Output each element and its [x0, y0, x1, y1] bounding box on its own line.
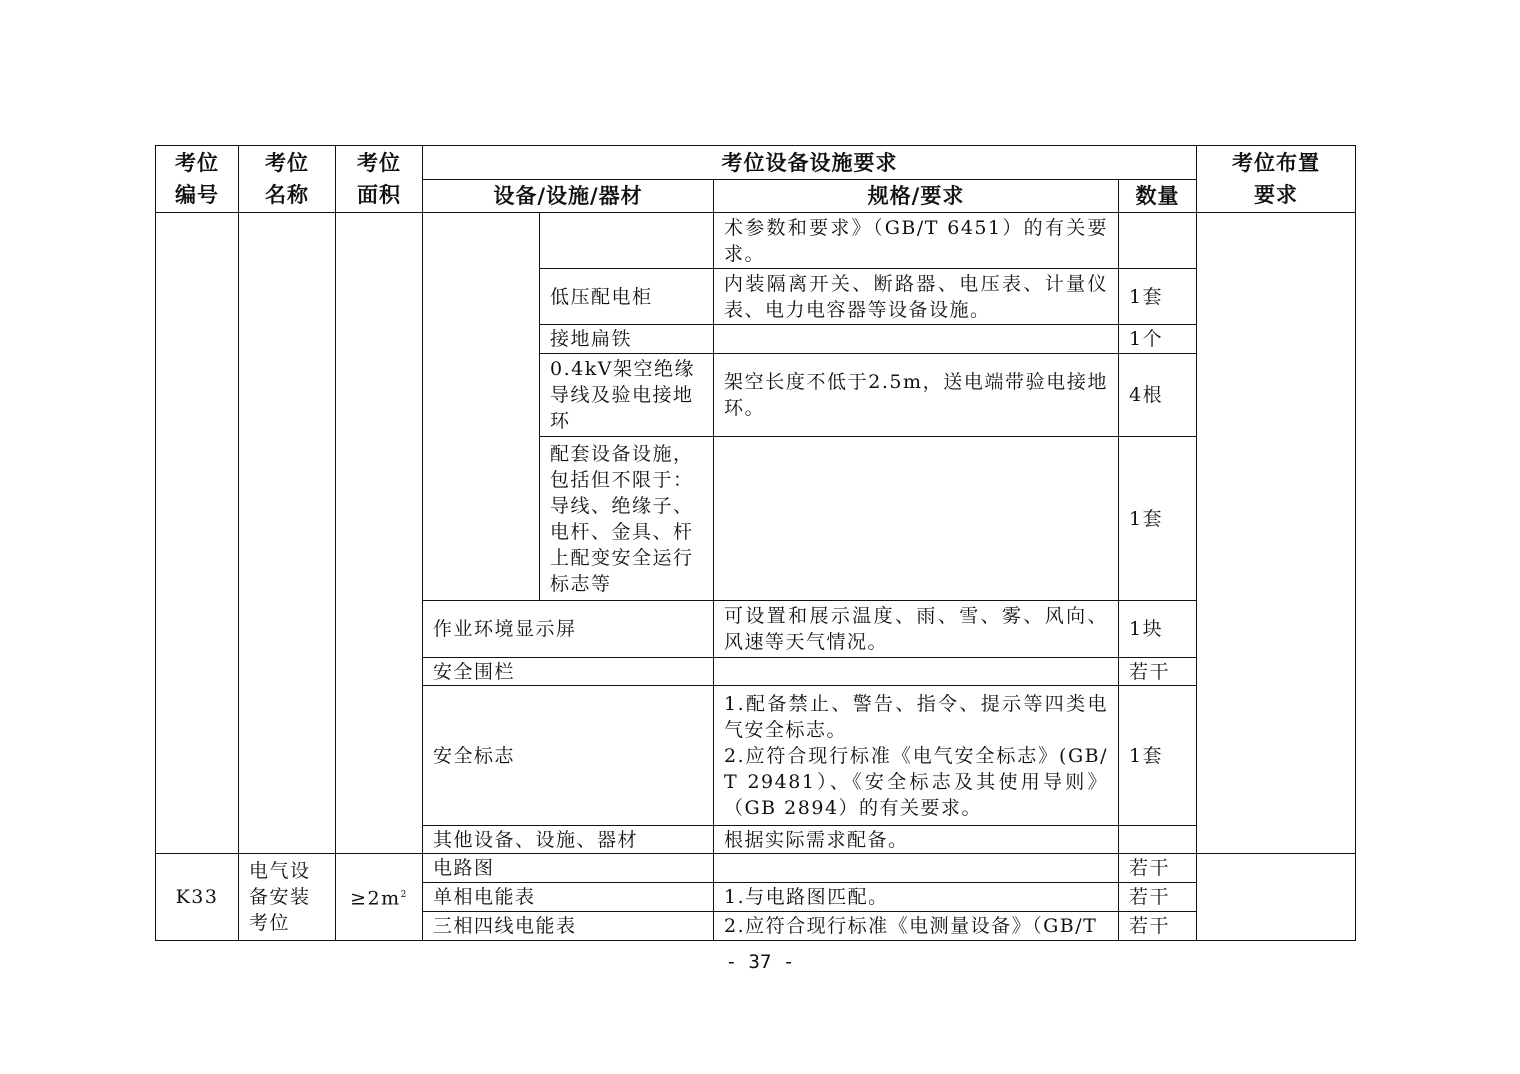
cell-spec: 架空长度不低于2.5m，送电端带验电接地环。 [714, 354, 1119, 437]
cell-spec: 术参数和要求》（GB/T 6451）的有关要求。 [714, 213, 1119, 269]
k33-id: K33 [156, 854, 239, 941]
k33-area [336, 854, 423, 941]
header-area [336, 146, 423, 213]
header-id-line2: 编号 [175, 183, 219, 207]
cell-item: 配套设备设施，包括但不限于：导线、绝缘子、电杆、金具、杆上配变安全运行标志等 [540, 437, 714, 601]
k33-qty: 若干 [1119, 912, 1197, 941]
header-layout [1197, 146, 1356, 213]
cell-group-empty [423, 213, 540, 601]
header-id-line1: 考位 [175, 151, 219, 175]
cell-item: 安全标志 [423, 686, 714, 826]
header-name-line1: 考位 [265, 151, 309, 175]
cell-item: 安全围栏 [423, 658, 714, 686]
k33-spec: 2.应符合现行标准《电测量设备》（GB/T [714, 912, 1119, 941]
cell-qty: 1块 [1119, 601, 1197, 658]
header-area-line2: 面积 [357, 183, 401, 207]
cell-spec: 内装隔离开关、断路器、电压表、计量仪表、电力电容器等设备设施。 [714, 269, 1119, 325]
k33-name: 电气设备安装考位 [239, 854, 336, 941]
spec-line-1: 1.配备禁止、警告、指令、提示等四类电气安全标志。 [724, 692, 1108, 741]
k33-spec: 1.与电路图匹配。 [714, 883, 1119, 912]
k33-item: 三相四线电能表 [423, 912, 714, 941]
page-number: - 37 - [725, 951, 795, 973]
header-layout-line1: 考位布置 [1232, 151, 1320, 175]
k33-area-value: ≥2m [350, 887, 401, 910]
header-name-line2: 名称 [265, 183, 309, 207]
cell-item: 接地扁铁 [540, 325, 714, 354]
cell-item: 0.4kV架空绝缘导线及验电接地环 [540, 354, 714, 437]
k33-area-sup: 2 [400, 890, 408, 901]
cell-layout-empty [1197, 213, 1356, 854]
cell-qty: 若干 [1119, 658, 1197, 686]
cell-item [540, 213, 714, 269]
header-group: 考位设备设施要求 [423, 146, 1197, 180]
cell-qty: 1套 [1119, 437, 1197, 601]
cell-id-empty [156, 213, 239, 854]
k33-qty: 若干 [1119, 854, 1197, 883]
cell-qty: 4根 [1119, 354, 1197, 437]
header-qty: 数量 [1119, 180, 1197, 213]
header-area-line1: 考位 [357, 151, 401, 175]
cell-qty: 1套 [1119, 269, 1197, 325]
cell-area-empty [336, 213, 423, 854]
cell-item: 其他设备、设施、器材 [423, 826, 714, 854]
k33-item: 电路图 [423, 854, 714, 883]
cell-name-empty [239, 213, 336, 854]
header-name [239, 146, 336, 213]
header-layout-line2: 要求 [1254, 183, 1298, 207]
cell-spec [714, 437, 1119, 601]
cell-item: 作业环境显示屏 [423, 601, 714, 658]
cell-spec: 可设置和展示温度、雨、雪、雾、风向、风速等天气情况。 [714, 601, 1119, 658]
cell-spec [714, 658, 1119, 686]
cell-qty [1119, 826, 1197, 854]
cell-qty: 1套 [1119, 686, 1197, 826]
cell-item: 低压配电柜 [540, 269, 714, 325]
cell-spec: 根据实际需求配备。 [714, 826, 1119, 854]
k33-item: 单相电能表 [423, 883, 714, 912]
spec-line-2: 2.应符合现行标准《电气安全标志》(GB/T 29481）、《安全标志及其使用导则》（GB 2894）的有关要求。 [724, 744, 1108, 819]
header-equipment: 设备/设施/器材 [423, 180, 714, 213]
header-spec: 规格/要求 [714, 180, 1119, 213]
cell-spec [714, 686, 1119, 826]
cell-qty: 1个 [1119, 325, 1197, 354]
requirements-table [155, 145, 1356, 941]
k33-qty: 若干 [1119, 883, 1197, 912]
cell-qty [1119, 213, 1197, 269]
k33-spec [714, 854, 1119, 883]
header-id [156, 146, 239, 213]
cell-spec [714, 325, 1119, 354]
k33-layout-empty [1197, 854, 1356, 941]
